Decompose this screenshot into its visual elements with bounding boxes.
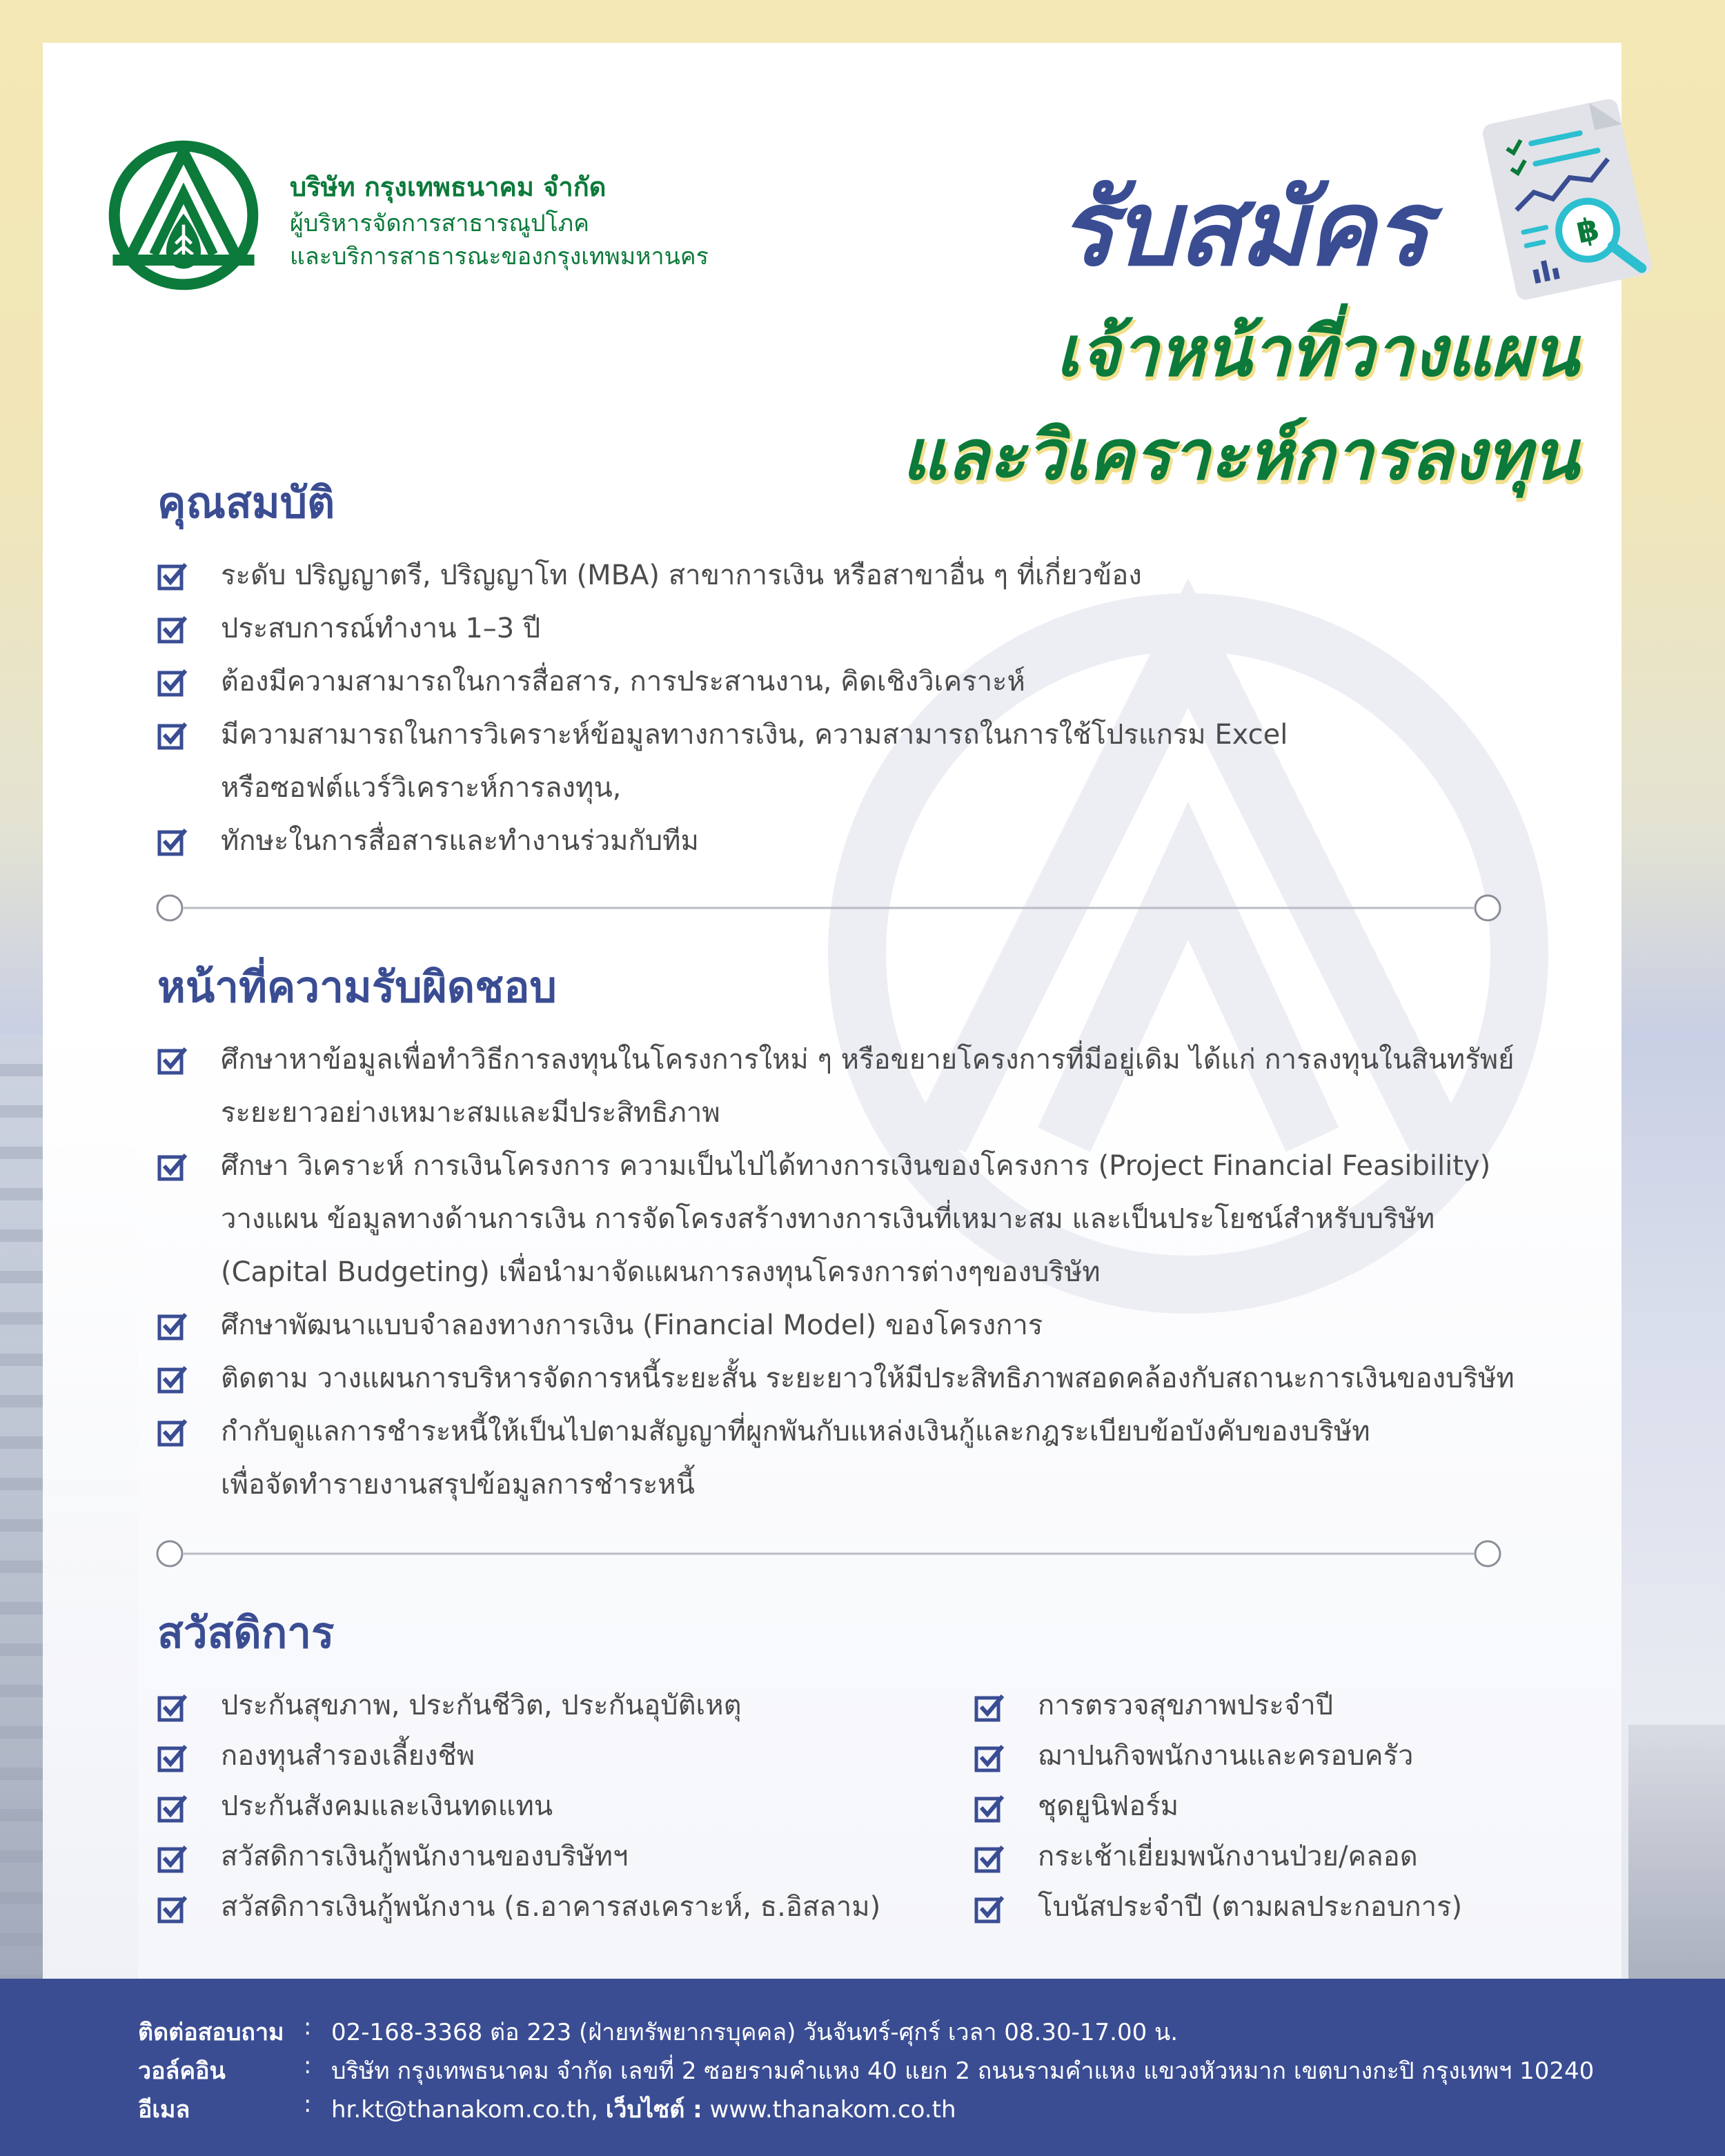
checkbox-icon [157,615,188,644]
list-item-text: สวัสดิการเงินกู้พนักงาน (ธ.อาคารสงเคราะห์, ธ.อิสลาม) [221,1891,881,1923]
walkin-colon: : [304,2052,312,2079]
list-item-text: ระยะยาวอย่างเหมาะสมและมีประสิทธิภาพ [221,1097,720,1129]
email-colon: : [304,2090,312,2118]
list-item [157,815,1288,868]
list-item [157,1882,880,1932]
list-item-text: ติดตาม วางแผนการบริหารจัดการหนี้ระยะสั้น ระยะยาวให้มีประสิทธิภาพสอดคล้องกับสถานะการเงินของบริษัท [221,1363,1515,1394]
benefits-list-left [157,1681,880,1932]
list-item [157,549,1288,602]
list-item [157,1832,880,1882]
checkbox-icon [157,1046,188,1075]
email-link[interactable]: hr.kt@thanakom.co.th, [331,2096,598,2124]
company-tagline-line-1: ผู้บริหารจัดการสาธารณูปโภค [290,210,589,237]
list-item-text: ประกันสุขภาพ, ประกันชีวิต, ประกันอุบัติเหตุ [221,1690,742,1721]
list-item-text: กระเช้าเยี่ยมพนักงานป่วย/คลอด [1038,1841,1418,1872]
checkbox-icon [157,827,188,856]
list-item [157,1731,880,1781]
list-item [974,1882,1462,1932]
checkbox-icon [157,1743,188,1772]
list-item-text: ประกันสังคมและเงินทดแทน [221,1790,553,1822]
divider-circle-icon [157,1541,182,1566]
checkbox-icon [157,1312,188,1341]
list-item [157,1405,1515,1512]
list-item-text: ศึกษาพัฒนาแบบจำลองทางการเงิน (Financial Model) ของโครงการ [221,1309,1043,1341]
checkbox-icon [157,1895,188,1923]
recruit-heading: รับสมัคร [1058,169,1428,289]
checkbox-icon [974,1844,1005,1873]
website-label: เว็บไซต์ : [605,2096,702,2124]
list-item-text: ประสบการณ์ทำงาน 1–3 ปี [221,613,541,644]
list-item [974,1832,1462,1882]
list-item-text: ชุดยูนิฟอร์ม [1038,1790,1179,1822]
divider-circle-icon [157,896,182,920]
section-divider [156,1540,1501,1567]
checkbox-icon [157,1152,188,1181]
list-item [157,602,1288,655]
checkbox-icon [974,1895,1005,1923]
list-item [974,1731,1462,1781]
building-photo-right [1628,1725,1725,1987]
contact-footer [0,1979,1725,2156]
benefits-heading: สวัสดิการ [157,1608,335,1658]
contact-phone: 02-168-3368 ต่อ 223 (ฝ่ายทรัพยากรบุคคล) วันจันทร์-ศุกร์ เวลา 08.30-17.00 น. [331,2019,1179,2046]
list-item [157,1299,1515,1352]
email-website-group [331,2090,956,2128]
list-item-text: กองทุนสำรองเลี้ยงชีพ [221,1740,475,1772]
checkbox-icon [157,1844,188,1873]
responsibilities-heading: หน้าที่ความรับผิดชอบ [157,962,557,1012]
section-divider [156,894,1501,922]
benefits-list-right [974,1681,1462,1932]
position-title-line-1: เจ้าหน้าที่วางแผน [1056,311,1579,392]
list-item-text: ศึกษาหาข้อมูลเพื่อทำวิธีการลงทุนในโครงการใหม่ ๆ หรือขยายโครงการที่มีอยู่เดิม ได้แก่ การลงทุนในสินทรัพย์ [221,1044,1515,1076]
email-label: อีเมล [138,2096,190,2124]
checkbox-icon [974,1794,1005,1823]
list-item [157,1034,1515,1140]
divider-circle-icon [1475,1541,1500,1566]
company-name: บริษัท กรุงเทพธนาคม จำกัด [290,172,607,202]
company-tagline [290,207,814,273]
checkbox-icon [157,1794,188,1823]
qualifications-list [157,549,1288,868]
checkbox-icon [157,562,188,591]
checkbox-icon [157,721,188,750]
svg-text:฿: ฿ [1573,209,1603,251]
position-title-line-2: และวิเคราะห์การลงทุน [902,415,1579,495]
walkin-address: บริษัท กรุงเทพธนาคม จำกัด เลขที่ 2 ซอยรามคำแหง 40 แยก 2 ถนนรามคำแหง แขวงหัวหมาก เขตบางกะปิ กรุงเทพฯ 10240 [331,2057,1595,2085]
list-item [974,1781,1462,1832]
list-item [157,1352,1515,1405]
website-link[interactable]: www.thanakom.co.th [709,2096,956,2124]
checkbox-icon [974,1693,1005,1722]
list-item-text: ฌาปนกิจพนักงานและครอบครัว [1038,1740,1414,1772]
contact-label: ติดต่อสอบถาม [138,2019,284,2046]
qualifications-heading: คุณสมบัติ [157,477,335,528]
list-item-text: มีความสามารถในการวิเคราะห์ข้อมูลทางการเงิน, ความสามารถในการใช้โปรแกรม Excel [221,719,1288,751]
walkin-label: วอล์คอิน [138,2057,226,2085]
contact-colon: : [304,2013,312,2041]
checkbox-icon [157,668,188,697]
divider-circle-icon [1475,896,1500,920]
responsibilities-list [157,1034,1515,1512]
list-item-text: วางแผน ข้อมูลทางด้านการเงิน การจัดโครงสร้างทางการเงินที่เหมาะสม และเป็นประโยชน์สำหรับบริษัท [221,1203,1435,1235]
list-item-text: การตรวจสุขภาพประจำปี [1038,1690,1334,1721]
list-item [157,1140,1515,1299]
list-item [157,709,1288,815]
company-tagline-line-2: และบริการสาธารณะของกรุงเทพมหานคร [290,243,709,270]
list-item [157,1781,880,1832]
list-item-text: ระดับ ปริญญาตรี, ปริญญาโท (MBA) สาขาการเงิน หรือสาขาอื่น ๆ ที่เกี่ยวข้อง [221,560,1142,591]
checkbox-icon [157,1693,188,1722]
list-item [157,1681,880,1731]
list-item-text: ทักษะในการสื่อสารและทำงานร่วมกับทีม [221,825,699,857]
list-item-text: ต้องมีความสามารถในการสื่อสาร, การประสานงาน, คิดเชิงวิเคราะห์ [221,666,1025,698]
list-item-text: หรือซอฟต์แวร์วิเคราะห์การลงทุน, [221,772,622,804]
checkbox-icon [157,1365,188,1394]
checkbox-icon [974,1743,1005,1772]
checkbox-icon [157,1418,188,1447]
list-item-text: ศึกษา วิเคราะห์ การเงินโครงการ ความเป็นไปได้ทางการเงินของโครงการ (Project Financial Feasibility) [221,1150,1491,1182]
list-item-text: เพื่อจัดทำรายงานสรุปข้อมูลการชำระหนี้ [221,1469,696,1501]
company-logo [105,137,262,294]
list-item-text: กำกับดูแลการชำระหนี้ให้เป็นไปตามสัญญาที่ผูกพันกับแหล่งเงินกู้และกฎระเบียบข้อบังคับของบริษัท [221,1416,1370,1447]
list-item-text: สวัสดิการเงินกู้พนักงานของบริษัทฯ [221,1841,629,1872]
list-item [157,655,1288,709]
list-item-text: (Capital Budgeting) เพื่อนำมาจัดแผนการลงทุนโครงการต่างๆของบริษัท [221,1256,1101,1288]
financial-report-icon [1477,81,1663,309]
list-item [974,1681,1462,1731]
list-item-text: โบนัสประจำปี (ตามผลประกอบการ) [1038,1891,1463,1923]
